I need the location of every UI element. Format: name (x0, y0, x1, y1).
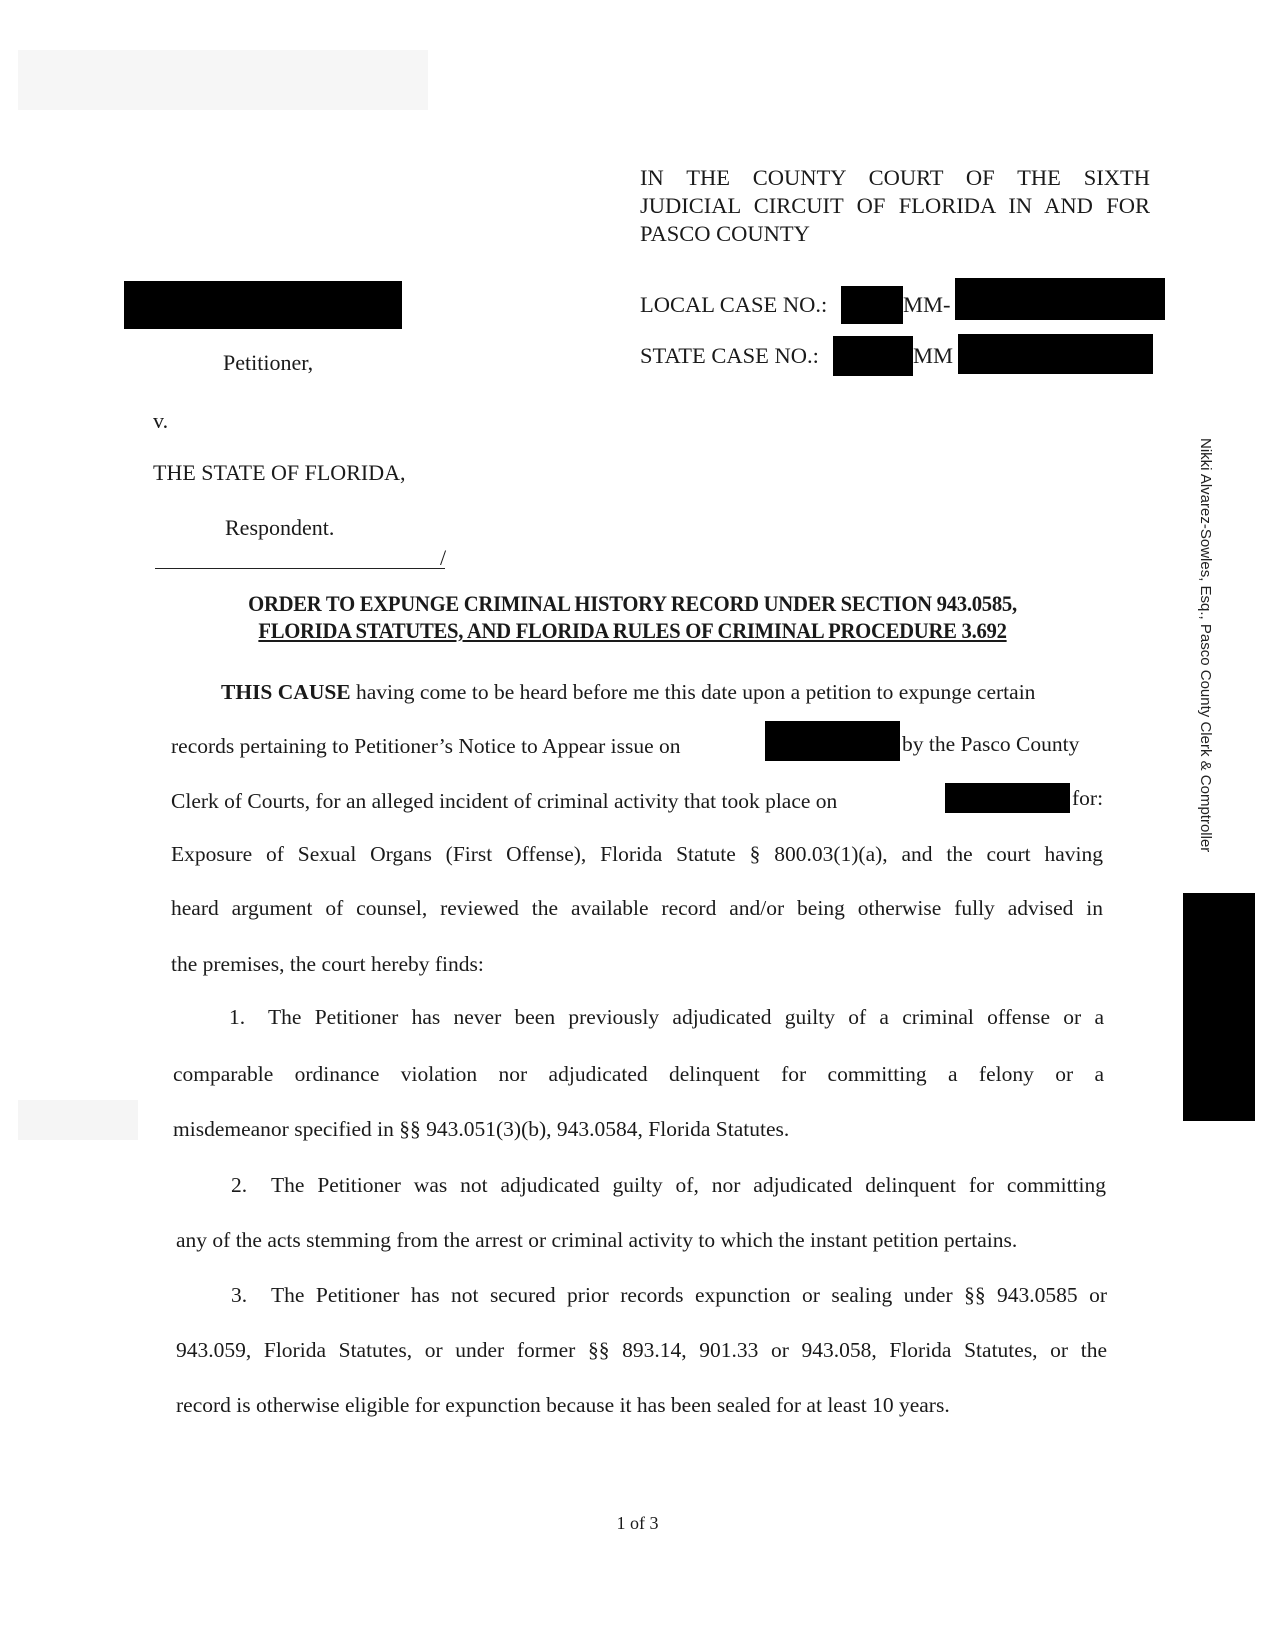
body-line-3a: Clerk of Courts, for an alleged incident of criminal activity that took place on (171, 789, 838, 813)
page-number: 1 of 3 (616, 1513, 659, 1533)
court-header-line-2: JUDICIAL CIRCUIT OF FLORIDA IN AND FOR (640, 193, 1150, 218)
scan-artifact (18, 1100, 138, 1140)
scan-artifact (18, 50, 428, 110)
body-line-5: heard argument of counsel, reviewed the available record and/or being otherwise fully advised in (171, 896, 1103, 920)
this-cause-bold: THIS CAUSE (221, 680, 351, 704)
local-case-label: LOCAL CASE NO.: (640, 292, 828, 317)
state-case-label: STATE CASE NO.: (640, 343, 819, 368)
order-title-line-1: ORDER TO EXPUNGE CRIMINAL HISTORY RECORD UNDER SECTION 943.0585, (248, 591, 1017, 616)
petitioner-label: Petitioner, (223, 350, 314, 375)
redaction-state-case-number (958, 334, 1153, 374)
finding-3-number: 3. (231, 1283, 248, 1307)
body-line-4: Exposure of Sexual Organs (First Offense), Florida Statute § 800.03(1)(a), and the court having (171, 842, 1103, 866)
court-header-line-1: IN THE COUNTY COURT OF THE SIXTH (640, 165, 1150, 190)
court-header (640, 164, 1150, 248)
finding-1-number: 1. (229, 1005, 246, 1029)
finding-3-line-2: 943.059, Florida Statutes, or under former §§ 893.14, 901.33 or 943.058, Florida Statutes, or the (176, 1338, 1107, 1362)
redaction-state-case-prefix (833, 336, 913, 376)
finding-2-line-1: The Petitioner was not adjudicated guilty of, nor adjudicated delinquent for committing (271, 1173, 1106, 1197)
clerk-stamp-text: Nikki Alvarez-Sowles, Esq., Pasco County Clerk & Comptroller (1197, 438, 1214, 853)
order-title (188, 590, 1076, 644)
respondent-name: THE STATE OF FLORIDA, (153, 460, 406, 485)
finding-2-number: 2. (231, 1173, 248, 1197)
versus: v. (153, 408, 169, 433)
body-line-1 (221, 680, 1101, 705)
redaction-petitioner-name (124, 281, 402, 329)
redaction-local-case-number (955, 278, 1165, 320)
order-title-line-2: FLORIDA STATUTES, AND FLORIDA RULES OF CRIMINAL PROCEDURE 3.692 (258, 618, 1007, 643)
redaction-local-case-prefix (841, 286, 903, 324)
finding-1-line-3: misdemeanor specified in §§ 943.051(3)(b), 943.0584, Florida Statutes. (173, 1117, 790, 1141)
finding-1-line-2: comparable ordinance violation nor adjudicated delinquent for committing a felony or a (173, 1062, 1104, 1086)
body-intro: having come to be heard before me this date upon a petition to expunge certain (350, 680, 1036, 704)
body-line-3b: for: (1072, 786, 1104, 810)
finding-2-line-2: any of the acts stemming from the arrest or criminal activity to which the instant petition pertains. (176, 1228, 1018, 1252)
body-line-2a: records pertaining to Petitioner’s Notice to Appear issue on (171, 734, 681, 758)
respondent-label: Respondent. (225, 515, 335, 540)
body-line-2b: by the Pasco County (902, 732, 1080, 756)
redaction-clerk-stamp (1183, 893, 1255, 1121)
court-header-line-3: PASCO COUNTY (640, 221, 810, 246)
caption-rule (155, 568, 445, 569)
finding-3-line-1: The Petitioner has not secured prior records expunction or sealing under §§ 943.0585 or (271, 1283, 1107, 1307)
local-case-partial: MM- (903, 292, 951, 317)
finding-1-line-1: The Petitioner has never been previously adjudicated guilty of a criminal offense or a (268, 1005, 1104, 1029)
state-case-partial: MM (913, 343, 954, 368)
redaction-incident-date (945, 783, 1070, 813)
body-line-6: the premises, the court hereby finds: (171, 952, 484, 976)
caption-slash: / (440, 545, 447, 570)
redaction-notice-date (765, 721, 900, 761)
finding-3-line-3: record is otherwise eligible for expunction because it has been sealed for at least 10 years. (176, 1393, 950, 1417)
